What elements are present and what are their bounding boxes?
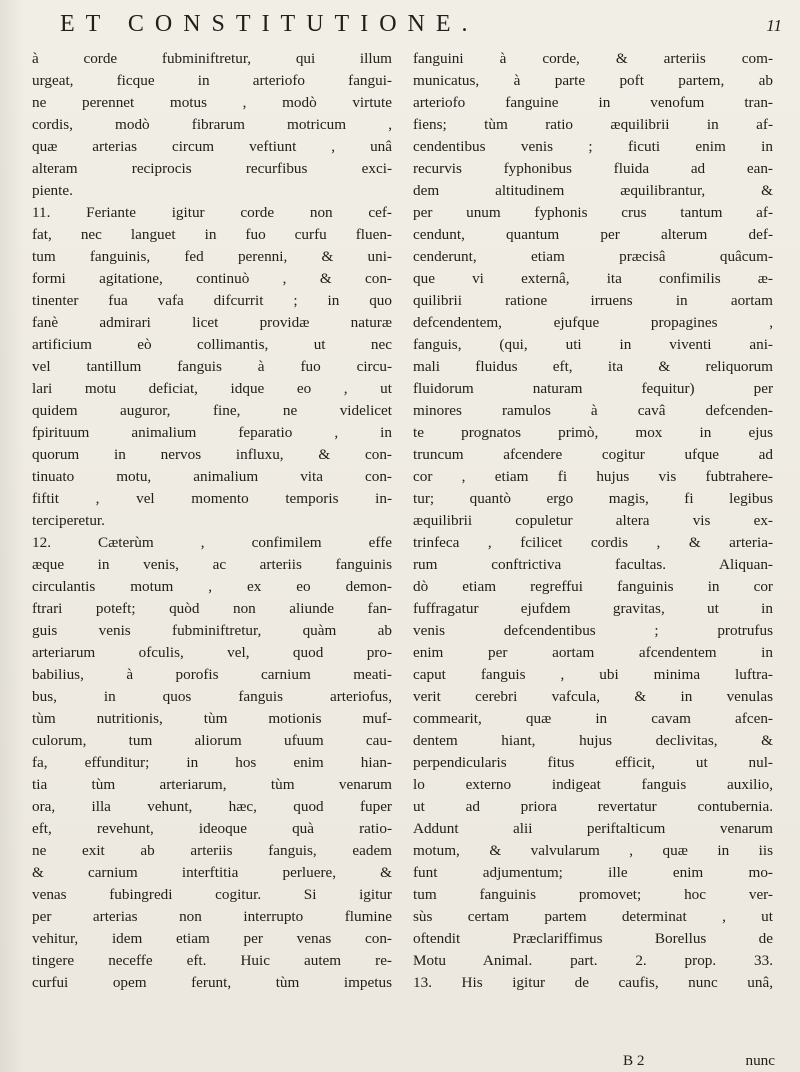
- text-line: fanguini à corde, & arteriis com-: [413, 50, 773, 67]
- text-line: fuffragatur ejufdem gravitas, ut in: [413, 600, 773, 617]
- text-line: perpendicularis fitus efficit, ut nul-: [413, 754, 773, 771]
- text-line: dem altitudinem æquilibrantur, &: [413, 182, 773, 199]
- text-line: per unum fyphonis crus tantum af-: [413, 204, 773, 221]
- text-line: ne perennet motus , modò virtute: [32, 94, 392, 111]
- text-line: tùm nutritionis, tùm motionis muf-: [32, 710, 392, 727]
- running-head: [0, 10, 800, 40]
- catchword: nunc: [745, 1052, 775, 1069]
- text-line: & carnium interftitia perluere, &: [32, 864, 392, 881]
- text-line: 11. Feriante igitur corde non cef-: [32, 204, 392, 221]
- text-line: cordis, modò fibrarum motricum ,: [32, 116, 392, 133]
- text-line: quæ arterias circum veftiunt , unâ: [32, 138, 392, 155]
- text-line: culorum, tum aliorum ufuum cau-: [32, 732, 392, 749]
- text-line: oftendit Præclariffimus Borellus de: [413, 930, 773, 947]
- text-line: fiftit , vel momento temporis in-: [32, 490, 392, 507]
- text-line: guis venis fubminiftretur, quàm ab: [32, 622, 392, 639]
- text-line: sùs certam partem determinat , ut: [413, 908, 773, 925]
- text-line: commearit, quæ in cavam afcen-: [413, 710, 773, 727]
- text-line: vehitur, idem etiam per venas con-: [32, 930, 392, 947]
- text-line: quilibrii ratione irruens in aortam: [413, 292, 773, 309]
- text-line: æque in venis, ac arteriis fanguinis: [32, 556, 392, 573]
- text-line: quidem auguror, fine, ne videlicet: [32, 402, 392, 419]
- text-line: tum fanguinis promovet; hoc ver-: [413, 886, 773, 903]
- text-line: tur; quantò ergo magis, fi legibus: [413, 490, 773, 507]
- text-line: fa, effunditur; in hos enim hian-: [32, 754, 392, 771]
- text-line: arteriarum ofculis, vel, quod pro-: [32, 644, 392, 661]
- text-line: arteriofo fanguine in venofum tran-: [413, 94, 773, 111]
- text-line: alteram reciprocis recurfibus exci-: [32, 160, 392, 177]
- text-line: fat, nec languet in fuo curfu fluen-: [32, 226, 392, 243]
- text-line: tinenter fua vafa difcurrit ; in quo: [32, 292, 392, 309]
- text-line: recurvis fyphonibus fluida ad ean-: [413, 160, 773, 177]
- text-line: tia tùm arteriarum, tùm venarum: [32, 776, 392, 793]
- running-title: ET CONSTITUTIONE.: [60, 11, 479, 37]
- text-line: dentem hiant, hujus declivitas, &: [413, 732, 773, 749]
- page-number: 11: [766, 16, 782, 35]
- text-line: ftrari poteft; quòd non aliunde fan-: [32, 600, 392, 617]
- text-line: Addunt alii periftalticum venarum: [413, 820, 773, 837]
- text-line: æquilibrii copuletur altera vis ex-: [413, 512, 773, 529]
- text-line: te prognatos primò, mox in ejus: [413, 424, 773, 441]
- text-line: cendentibus venis ; ficuti enim in: [413, 138, 773, 155]
- text-line: motum, & valvularum , quæ in iis: [413, 842, 773, 859]
- text-line: quorum in nervos influxu, & con-: [32, 446, 392, 463]
- text-line: tingere neceffe eft. Huic autem re-: [32, 952, 392, 969]
- text-line: rum conftrictiva facultas. Aliquan-: [413, 556, 773, 573]
- text-line: à corde fubminiftretur, qui illum: [32, 50, 392, 67]
- text-line: vel tantillum fanguis à fuo circu-: [32, 358, 392, 375]
- text-line: dò etiam regreffui fanguinis in cor: [413, 578, 773, 595]
- text-line: fpirituum animalium feparatio , in: [32, 424, 392, 441]
- text-line: circulantis motum , ex eo demon-: [32, 578, 392, 595]
- text-line: curfui opem ferunt, tùm impetus: [32, 974, 392, 991]
- text-line: funt adjumentum; ille enim mo-: [413, 864, 773, 881]
- text-line: venas fubingredi cogitur. Si igitur: [32, 886, 392, 903]
- text-line: minores ramulos à cavâ defcenden-: [413, 402, 773, 419]
- left-text-column: [32, 48, 392, 994]
- page-gutter-shadow: [0, 0, 24, 1072]
- text-line: cendunt, quantum per alterum def-: [413, 226, 773, 243]
- text-line: fanguis, (qui, uti in viventi ani-: [413, 336, 773, 353]
- text-line: fiens; tùm ratio æquilibrii in af-: [413, 116, 773, 133]
- text-line: caput fanguis , ubi minima luftra-: [413, 666, 773, 683]
- text-line: ut ad priora revertatur contubernia.: [413, 798, 773, 815]
- text-line: venis defcendentibus ; protrufus: [413, 622, 773, 639]
- text-line: lari motu deficiat, idque eo , ut: [32, 380, 392, 397]
- text-line: lo externo indigeat fanguis auxilio,: [413, 776, 773, 793]
- text-line: defcendentem, ejufque propagines ,: [413, 314, 773, 331]
- text-line: eft, revehunt, ideoque quà ratio-: [32, 820, 392, 837]
- text-line: que vi externâ, ita confimilis æ-: [413, 270, 773, 287]
- text-line: bus, in quos fanguis arteriofus,: [32, 688, 392, 705]
- text-line: ne exit ab arteriis fanguis, eadem: [32, 842, 392, 859]
- text-line: piente.: [32, 182, 73, 199]
- text-line: formi agitatione, continuò , & con-: [32, 270, 392, 287]
- text-line: fanè admirari licet providæ naturæ: [32, 314, 392, 331]
- text-line: Motu Animal. part. 2. prop. 33.: [413, 952, 773, 969]
- right-text-column: [413, 48, 773, 994]
- page-footer: [413, 1052, 775, 1072]
- text-line: terciperetur.: [32, 512, 105, 529]
- text-line: fluidorum naturam fequitur) per: [413, 380, 773, 397]
- text-line: per arterias non interrupto flumine: [32, 908, 392, 925]
- text-line: urgeat, ficque in arteriofo fangui-: [32, 72, 392, 89]
- text-line: mali fluidus eft, ita & reliquorum: [413, 358, 773, 375]
- text-line: cenderunt, etiam præcisâ quâcum-: [413, 248, 773, 265]
- text-line: municatus, à parte poft partem, ab: [413, 72, 773, 89]
- text-line: verit cerebri vafcula, & in venulas: [413, 688, 773, 705]
- text-line: trinfeca , fcilicet cordis , & arteria-: [413, 534, 773, 551]
- text-line: artificium eò collimantis, ut nec: [32, 336, 392, 353]
- text-line: babilius, à porofis carnium meati-: [32, 666, 392, 683]
- text-line: truncum afcendere cogitur ufque ad: [413, 446, 773, 463]
- text-line: 12. Cæterùm , confimilem effe: [32, 534, 392, 551]
- signature-mark: B 2: [623, 1052, 645, 1069]
- text-line: tinuato motu, animalium vita con-: [32, 468, 392, 485]
- text-line: tum fanguinis, fed perenni, & uni-: [32, 248, 392, 265]
- text-line: ora, illa vehunt, hæc, quod fuper: [32, 798, 392, 815]
- text-line: enim per aortam afcendentem in: [413, 644, 773, 661]
- text-line: cor , etiam fi hujus vis fubtrahere-: [413, 468, 773, 485]
- text-line: 13. His igitur de caufis, nunc unâ,: [413, 974, 773, 991]
